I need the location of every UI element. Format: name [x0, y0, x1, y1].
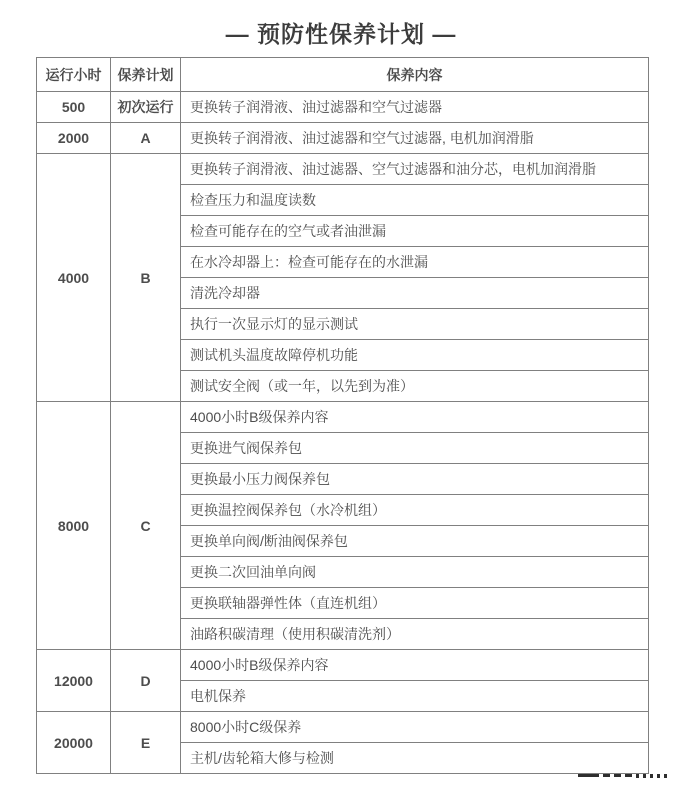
table-row	[37, 712, 649, 743]
task-cell: 测试安全阀（或一年，以先到为准）	[181, 371, 649, 402]
task-cell: 更换进气阀保养包	[181, 433, 649, 464]
table-row	[37, 650, 649, 681]
task-cell: 检查可能存在的空气或者油泄漏	[181, 216, 649, 247]
task-cell: 更换温控阀保养包（水冷机组）	[181, 495, 649, 526]
task-cell: 执行一次显示灯的显示测试	[181, 309, 649, 340]
header-row	[37, 58, 649, 92]
plan-cell: D	[111, 650, 181, 712]
task-cell: 主机/齿轮箱大修与检测	[181, 743, 649, 774]
maintenance-schedule-table	[36, 57, 649, 774]
plan-cell: E	[111, 712, 181, 774]
task-cell: 更换联轴器弹性体（直连机组）	[181, 588, 649, 619]
page-title: — 预防性保养计划 —	[225, 21, 457, 47]
task-cell: 4000小时B级保养内容	[181, 650, 649, 681]
task-cell: 更换二次回油单向阀	[181, 557, 649, 588]
task-cell: 更换转子润滑液、油过滤器、空气过滤器和油分芯，电机加润滑脂	[181, 154, 649, 185]
task-cell: 电机保养	[181, 681, 649, 712]
table-row	[37, 402, 649, 433]
task-cell: 更换单向阀/断油阀保养包	[181, 526, 649, 557]
hours-cell: 8000	[37, 402, 111, 650]
hours-cell: 500	[37, 92, 111, 123]
task-cell: 检查压力和温度读数	[181, 185, 649, 216]
plan-cell: B	[111, 154, 181, 402]
plan-cell: C	[111, 402, 181, 650]
task-cell: 油路积碳清理（使用积碳清洗剂）	[181, 619, 649, 650]
hours-cell: 4000	[37, 154, 111, 402]
table-row	[37, 154, 649, 185]
table-row	[37, 92, 649, 123]
task-cell: 清洗冷却器	[181, 278, 649, 309]
hours-cell: 12000	[37, 650, 111, 712]
plan-cell: 初次运行	[111, 92, 181, 123]
task-cell: 更换最小压力阀保养包	[181, 464, 649, 495]
hours-cell: 2000	[37, 123, 111, 154]
task-cell: 更换转子润滑液、油过滤器和空气过滤器	[181, 92, 649, 123]
plan-cell: A	[111, 123, 181, 154]
task-cell: 8000小时C级保养	[181, 712, 649, 743]
clipped-watermark	[578, 774, 667, 789]
hours-cell: 20000	[37, 712, 111, 774]
table-row	[37, 123, 649, 154]
task-cell: 更换转子润滑液、油过滤器和空气过滤器, 电机加润滑脂	[181, 123, 649, 154]
header-maintenance-plan: 保养计划	[111, 58, 181, 92]
header-operating-hours: 运行小时	[37, 58, 111, 92]
task-cell: 4000小时B级保养内容	[181, 402, 649, 433]
header-maintenance-content: 保养内容	[181, 58, 649, 92]
task-cell: 测试机头温度故障停机功能	[181, 340, 649, 371]
task-cell: 在水冷却器上：检查可能存在的水泄漏	[181, 247, 649, 278]
